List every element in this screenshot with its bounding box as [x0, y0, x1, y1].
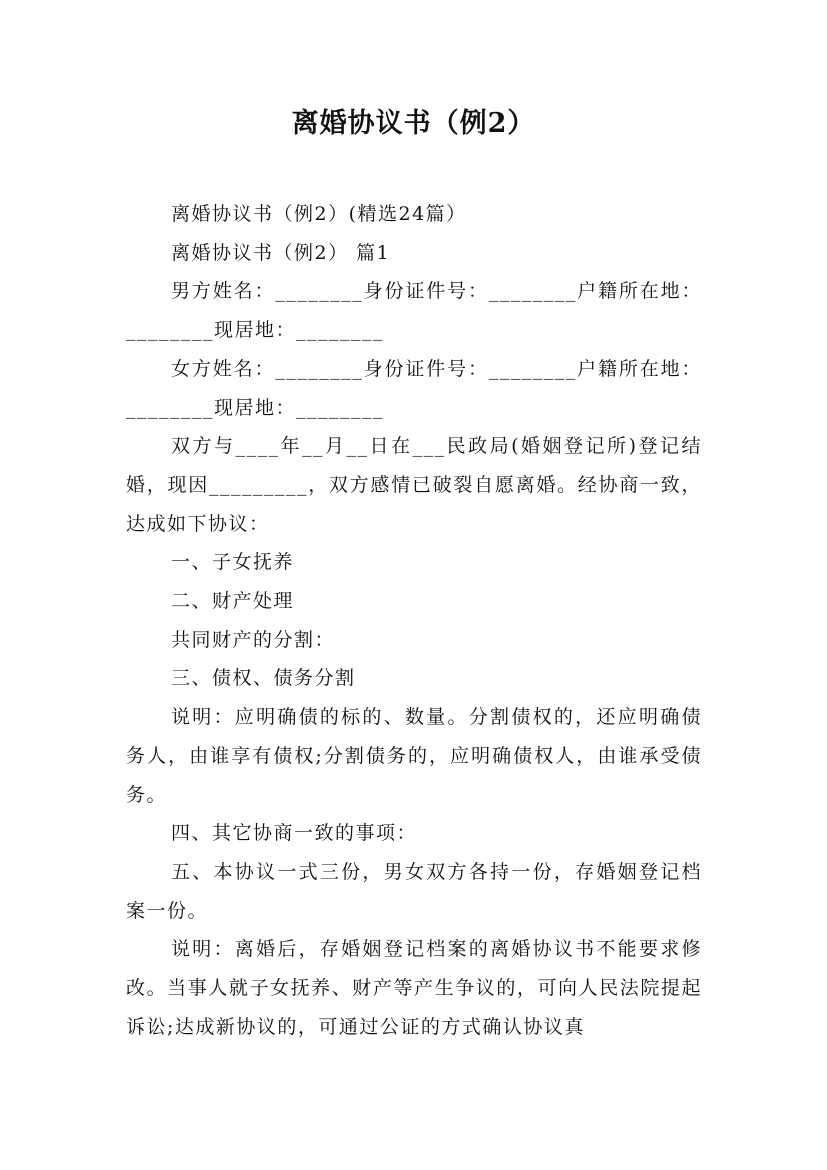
- paragraph-debt-division: 三、债权、债务分割: [171, 667, 356, 690]
- paragraph-debt-note: 说明：应明确债的标的、数量。分割债权的，还应明确债务人，由谁享有债权;分割债务的，应明确债权人，由谁承受债务。: [126, 706, 702, 806]
- paragraph-child-custody: 一、子女抚养: [171, 551, 295, 574]
- paragraph-section-heading: 离婚协议书（例2） 篇1: [171, 241, 391, 264]
- paragraph-marriage-statement: 双方与____年__月__日在___民政局(婚姻登记所)登记结婚，现因_________，双方感情已破裂自愿离婚。经协商一致，达成如下协议：: [126, 435, 702, 535]
- paragraph-common-property: 共同财产的分割：: [171, 628, 336, 651]
- paragraph-copies: 五、本协议一式三份，男女双方各持一份，存婚姻登记档案一份。: [126, 860, 702, 922]
- paragraph-female-info: 女方姓名：________身份证件号：________户籍所在地：________现居地：________: [126, 357, 702, 419]
- paragraph-final-note: 说明：离婚后，存婚姻登记档案的离婚协议书不能要求修改。当事人就子女抚养、财产等产生争议的，可向人民法院提起诉讼;达成新协议的，可通过公证的方式确认协议真: [126, 938, 702, 1038]
- paragraph-property-handling: 二、财产处理: [171, 590, 295, 613]
- paragraph-male-info: 男方姓名：________身份证件号：________户籍所在地：________现居地：________: [126, 280, 702, 342]
- paragraph-subtitle: 离婚协议书（例2）(精选24篇）: [171, 203, 467, 225]
- paragraph-other-matters: 四、其它协商一致的事项：: [171, 822, 418, 845]
- document-body: [126, 195, 702, 1046]
- document-title: 离婚协议书（例2）: [291, 108, 536, 139]
